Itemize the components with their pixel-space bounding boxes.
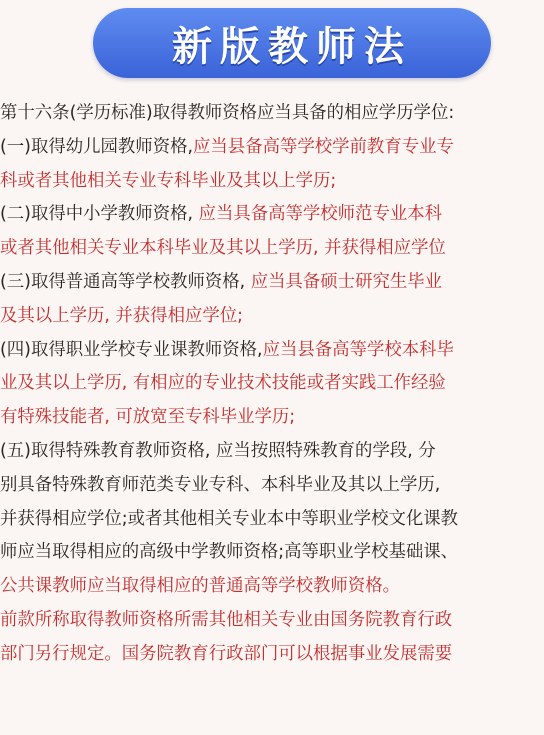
- text-line: [0, 300, 544, 334]
- body-text: 师应当取得相应的高级中学教师资格;高等职业学校基础课、: [0, 542, 459, 563]
- highlighted-text: 有特殊技能者, 可放宽至专科毕业学历;: [0, 407, 296, 428]
- title-banner: [93, 8, 491, 78]
- text-line: [0, 435, 544, 469]
- text-line: [0, 469, 544, 503]
- text-line: [0, 232, 544, 266]
- text-line: [0, 165, 544, 199]
- highlighted-text: 前款所称取得教师资格所需其他相关专业由国务院教育行政: [0, 609, 453, 630]
- text-line: [0, 97, 544, 131]
- law-text-body: [0, 97, 544, 672]
- highlighted-text: 及其以上学历, 并获得相应学位;: [0, 305, 243, 326]
- text-line: [0, 401, 544, 435]
- page-title: 新版教师法: [172, 23, 412, 70]
- text-line: [0, 266, 544, 300]
- highlighted-text: 或者其他相关专业本科毕业及其以上学历, 并获得相应学位: [0, 238, 446, 259]
- highlighted-text: 科或者其他相关专业专科毕业及其以上学历;: [0, 170, 337, 191]
- text-line: [0, 334, 544, 368]
- highlighted-text: 部门另行规定。国务院教育行政部门可以根据事业发展需要: [0, 643, 453, 664]
- body-text: 并获得相应学位;或者其他相关专业本中等职业学校文化课教: [0, 508, 459, 529]
- text-line: [0, 367, 544, 401]
- body-text: (四)取得职业学校专业课教师资格,: [0, 339, 263, 360]
- text-line: [0, 638, 544, 672]
- body-text: (五)取得特殊教育教师资格, 应当按照特殊教育的学段, 分: [0, 440, 436, 461]
- text-line: [0, 131, 544, 165]
- body-text: 别具备特殊教育师范类专业专科、本科毕业及其以上学历,: [0, 474, 441, 495]
- text-line: [0, 604, 544, 638]
- highlighted-text: 业及其以上学历, 有相应的专业技术技能或者实践工作经验: [0, 373, 446, 394]
- body-text: (一)取得幼儿园教师资格,: [0, 136, 194, 157]
- highlighted-text: 应当具备硕士研究生毕业: [250, 271, 443, 292]
- body-text: (二)取得中小学教师资格,: [0, 204, 199, 225]
- text-line: [0, 536, 544, 570]
- highlighted-text: 公共课教师应当取得相应的普通高等学校教师资格。: [0, 576, 400, 597]
- highlighted-text: 应当县备高等学校本科毕: [262, 339, 454, 360]
- text-line: [0, 503, 544, 537]
- text-line: [0, 198, 544, 232]
- body-text: (三)取得普通高等学校教师资格,: [0, 271, 251, 292]
- body-text: 第十六条(学历标准)取得教师资格应当具备的相应学历学位:: [0, 103, 455, 123]
- highlighted-text: 应当具备高等学校师范专业本科: [198, 204, 443, 225]
- highlighted-text: 应当县备高等学校学前教育专业专: [193, 136, 454, 157]
- text-line: [0, 570, 544, 604]
